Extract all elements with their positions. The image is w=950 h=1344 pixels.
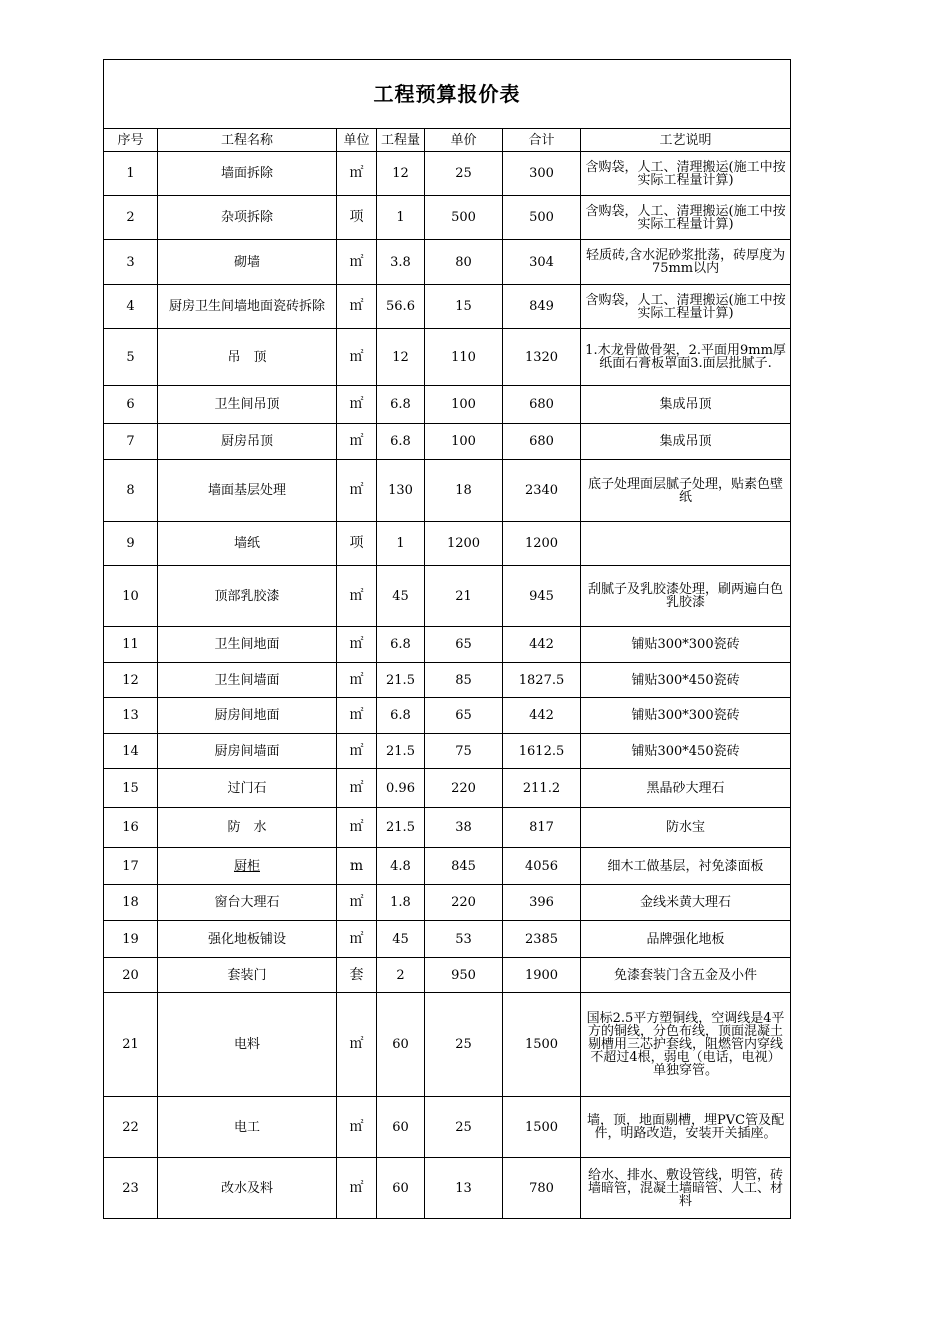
cell-unit: ㎡ — [337, 921, 377, 958]
budget-table — [103, 59, 791, 1219]
cell-unit: ㎡ — [337, 698, 377, 734]
cell-total: 4056 — [503, 848, 581, 885]
table-row — [104, 885, 791, 921]
cell-no: 16 — [104, 808, 158, 848]
cell-desc: 轻质砖,含水泥砂浆批荡，砖厚度为75mm以内 — [581, 240, 791, 285]
cell-no: 17 — [104, 848, 158, 885]
cell-name: 卫生间地面 — [158, 627, 337, 663]
cell-total: 1900 — [503, 958, 581, 993]
cell-qty: 1.8 — [377, 885, 425, 921]
table-row — [104, 522, 791, 566]
header-unit: 单位 — [337, 129, 377, 152]
cell-price: 500 — [425, 196, 503, 240]
cell-name: 厨房间墙面 — [158, 734, 337, 769]
cell-desc: 含购袋，人工、清理搬运(施工中按实际工程量计算) — [581, 196, 791, 240]
table-row — [104, 196, 791, 240]
budget-sheet — [103, 59, 790, 1219]
cell-no: 5 — [104, 329, 158, 386]
cell-no: 12 — [104, 663, 158, 698]
cell-total: 2340 — [503, 460, 581, 522]
cell-qty: 6.8 — [377, 627, 425, 663]
cell-price: 220 — [425, 769, 503, 808]
cell-price: 25 — [425, 1097, 503, 1158]
cell-desc: 含购袋，人工、清理搬运(施工中按实际工程量计算) — [581, 152, 791, 196]
cell-price: 75 — [425, 734, 503, 769]
cell-desc: 铺贴300*300瓷砖 — [581, 627, 791, 663]
cell-no: 10 — [104, 566, 158, 627]
page-title: 工程预算报价表 — [104, 60, 791, 129]
table-row — [104, 769, 791, 808]
cell-desc: 给水、排水、敷设管线，明管，砖墙暗管，混凝土墙暗管、人工、材料 — [581, 1158, 791, 1219]
header-name: 工程名称 — [158, 129, 337, 152]
cell-price: 18 — [425, 460, 503, 522]
cell-name: 防 水 — [158, 808, 337, 848]
cell-price: 845 — [425, 848, 503, 885]
table-row — [104, 808, 791, 848]
cell-desc: 集成吊顶 — [581, 424, 791, 460]
cell-total: 849 — [503, 285, 581, 329]
table-row — [104, 424, 791, 460]
cell-qty: 60 — [377, 1097, 425, 1158]
cell-no: 3 — [104, 240, 158, 285]
header-row — [104, 129, 791, 152]
table-row — [104, 1158, 791, 1219]
cell-unit: 项 — [337, 522, 377, 566]
cell-name: 强化地板铺设 — [158, 921, 337, 958]
cell-no: 18 — [104, 885, 158, 921]
table-row — [104, 152, 791, 196]
cell-unit: ㎡ — [337, 460, 377, 522]
cell-qty: 12 — [377, 329, 425, 386]
cell-desc: 金线米黄大理石 — [581, 885, 791, 921]
table-row — [104, 993, 791, 1097]
table-row — [104, 329, 791, 386]
cell-desc: 含购袋，人工、清理搬运(施工中按实际工程量计算) — [581, 285, 791, 329]
cell-qty: 12 — [377, 152, 425, 196]
cell-qty: 6.8 — [377, 386, 425, 424]
cell-desc: 品牌强化地板 — [581, 921, 791, 958]
cell-desc: 墙，顶，地面剔槽，埋PVC管及配件，明路改造，安装开关插座。 — [581, 1097, 791, 1158]
cell-qty: 1 — [377, 522, 425, 566]
cell-desc: 铺贴300*450瓷砖 — [581, 663, 791, 698]
cell-total: 304 — [503, 240, 581, 285]
cell-name: 杂项拆除 — [158, 196, 337, 240]
cell-unit: 项 — [337, 196, 377, 240]
cell-name: 电料 — [158, 993, 337, 1097]
cell-no: 8 — [104, 460, 158, 522]
cell-qty: 4.8 — [377, 848, 425, 885]
cell-name: 墙面拆除 — [158, 152, 337, 196]
cell-desc: 免漆套装门含五金及小件 — [581, 958, 791, 993]
cell-desc: 底子处理面层腻子处理，贴素色壁纸 — [581, 460, 791, 522]
cell-name: 厨房吊顶 — [158, 424, 337, 460]
table-row — [104, 663, 791, 698]
cell-unit: 套 — [337, 958, 377, 993]
cell-unit: ㎡ — [337, 566, 377, 627]
cell-qty: 2 — [377, 958, 425, 993]
cell-name: 厨房间地面 — [158, 698, 337, 734]
cell-no: 22 — [104, 1097, 158, 1158]
cell-desc: 1.木龙骨做骨架，2.平面用9mm厚纸面石膏板罩面3.面层批腻子. — [581, 329, 791, 386]
table-row — [104, 921, 791, 958]
cell-price: 110 — [425, 329, 503, 386]
cell-qty: 130 — [377, 460, 425, 522]
header-total: 合计 — [503, 129, 581, 152]
table-row — [104, 627, 791, 663]
cell-name: 过门石 — [158, 769, 337, 808]
cell-qty: 21.5 — [377, 734, 425, 769]
header-qty: 工程量 — [377, 129, 425, 152]
table-row — [104, 566, 791, 627]
cell-price: 65 — [425, 627, 503, 663]
cell-no: 19 — [104, 921, 158, 958]
table-row — [104, 734, 791, 769]
cell-no: 13 — [104, 698, 158, 734]
cell-no: 6 — [104, 386, 158, 424]
cell-no: 23 — [104, 1158, 158, 1219]
cell-unit: ㎡ — [337, 769, 377, 808]
cell-no: 21 — [104, 993, 158, 1097]
cell-desc: 细木工做基层，衬免漆面板 — [581, 848, 791, 885]
cell-no: 2 — [104, 196, 158, 240]
cell-qty: 0.96 — [377, 769, 425, 808]
cell-unit: m — [337, 848, 377, 885]
cell-desc: 铺贴300*300瓷砖 — [581, 698, 791, 734]
cell-name: 厨房卫生间墙地面瓷砖拆除 — [158, 285, 337, 329]
header-price: 单价 — [425, 129, 503, 152]
cell-qty: 3.8 — [377, 240, 425, 285]
cell-no: 14 — [104, 734, 158, 769]
cell-price: 53 — [425, 921, 503, 958]
cell-price: 13 — [425, 1158, 503, 1219]
cell-name: 顶部乳胶漆 — [158, 566, 337, 627]
cell-no: 11 — [104, 627, 158, 663]
cell-qty: 21.5 — [377, 663, 425, 698]
cell-desc: 防水宝 — [581, 808, 791, 848]
cell-total: 396 — [503, 885, 581, 921]
cell-total: 680 — [503, 424, 581, 460]
cell-unit: ㎡ — [337, 885, 377, 921]
cell-qty: 1 — [377, 196, 425, 240]
cell-price: 38 — [425, 808, 503, 848]
cell-desc: 黑晶砂大理石 — [581, 769, 791, 808]
cell-unit: ㎡ — [337, 285, 377, 329]
cell-name: 电工 — [158, 1097, 337, 1158]
table-row — [104, 386, 791, 424]
cell-price: 85 — [425, 663, 503, 698]
cell-total: 300 — [503, 152, 581, 196]
cell-price: 15 — [425, 285, 503, 329]
table-row — [104, 285, 791, 329]
cell-unit: ㎡ — [337, 240, 377, 285]
cell-total: 442 — [503, 627, 581, 663]
cell-price: 100 — [425, 424, 503, 460]
cell-qty: 60 — [377, 1158, 425, 1219]
cell-qty: 21.5 — [377, 808, 425, 848]
table-row — [104, 1097, 791, 1158]
cell-total: 2385 — [503, 921, 581, 958]
cell-name: 改水及料 — [158, 1158, 337, 1219]
cell-unit: ㎡ — [337, 627, 377, 663]
table-row — [104, 460, 791, 522]
cell-desc: 集成吊顶 — [581, 386, 791, 424]
table-row — [104, 958, 791, 993]
cell-no: 15 — [104, 769, 158, 808]
cell-price: 100 — [425, 386, 503, 424]
cell-desc: 刮腻子及乳胶漆处理，刷两遍白色乳胶漆 — [581, 566, 791, 627]
cell-total: 211.2 — [503, 769, 581, 808]
cell-no: 7 — [104, 424, 158, 460]
cell-name: 墙面基层处理 — [158, 460, 337, 522]
cell-price: 25 — [425, 993, 503, 1097]
cell-name: 墙纸 — [158, 522, 337, 566]
cell-price: 220 — [425, 885, 503, 921]
cell-qty: 45 — [377, 566, 425, 627]
cell-qty: 6.8 — [377, 698, 425, 734]
cell-qty: 60 — [377, 993, 425, 1097]
cell-total: 1320 — [503, 329, 581, 386]
cell-price: 65 — [425, 698, 503, 734]
cell-unit: ㎡ — [337, 329, 377, 386]
cell-qty: 56.6 — [377, 285, 425, 329]
cell-name: 套装门 — [158, 958, 337, 993]
cell-no: 1 — [104, 152, 158, 196]
header-no: 序号 — [104, 129, 158, 152]
cell-total: 1500 — [503, 1097, 581, 1158]
cell-qty: 45 — [377, 921, 425, 958]
cell-total: 817 — [503, 808, 581, 848]
cell-unit: ㎡ — [337, 386, 377, 424]
cell-price: 1200 — [425, 522, 503, 566]
cell-unit: ㎡ — [337, 808, 377, 848]
cell-desc: 铺贴300*450瓷砖 — [581, 734, 791, 769]
cell-name: 厨柜 — [158, 848, 337, 885]
cell-total: 1200 — [503, 522, 581, 566]
cell-total: 500 — [503, 196, 581, 240]
table-row — [104, 698, 791, 734]
cell-price: 950 — [425, 958, 503, 993]
cell-unit: ㎡ — [337, 424, 377, 460]
cell-name: 吊 顶 — [158, 329, 337, 386]
header-desc: 工艺说明 — [581, 129, 791, 152]
cell-no: 20 — [104, 958, 158, 993]
cell-name: 卫生间墙面 — [158, 663, 337, 698]
cell-desc: 国标2.5平方塑铜线，空调线是4平方的铜线，分色布线，顶面混凝土剔槽用三芯护套线，阻燃管内穿线不超过4根，弱电（电话，电视）单独穿管。 — [581, 993, 791, 1097]
cell-name: 砌墙 — [158, 240, 337, 285]
cell-total: 1500 — [503, 993, 581, 1097]
cell-no: 9 — [104, 522, 158, 566]
cell-desc — [581, 522, 791, 566]
cell-total: 680 — [503, 386, 581, 424]
cell-unit: ㎡ — [337, 993, 377, 1097]
cell-total: 780 — [503, 1158, 581, 1219]
table-row — [104, 240, 791, 285]
cell-name: 卫生间吊顶 — [158, 386, 337, 424]
cell-total: 1827.5 — [503, 663, 581, 698]
cell-price: 25 — [425, 152, 503, 196]
cell-qty: 6.8 — [377, 424, 425, 460]
cell-price: 80 — [425, 240, 503, 285]
cell-unit: ㎡ — [337, 1158, 377, 1219]
cell-unit: ㎡ — [337, 152, 377, 196]
cell-no: 4 — [104, 285, 158, 329]
cell-total: 945 — [503, 566, 581, 627]
cell-unit: ㎡ — [337, 1097, 377, 1158]
cell-unit: ㎡ — [337, 663, 377, 698]
cell-name: 窗台大理石 — [158, 885, 337, 921]
cell-total: 442 — [503, 698, 581, 734]
cell-price: 21 — [425, 566, 503, 627]
table-row — [104, 848, 791, 885]
cell-unit: ㎡ — [337, 734, 377, 769]
cell-total: 1612.5 — [503, 734, 581, 769]
